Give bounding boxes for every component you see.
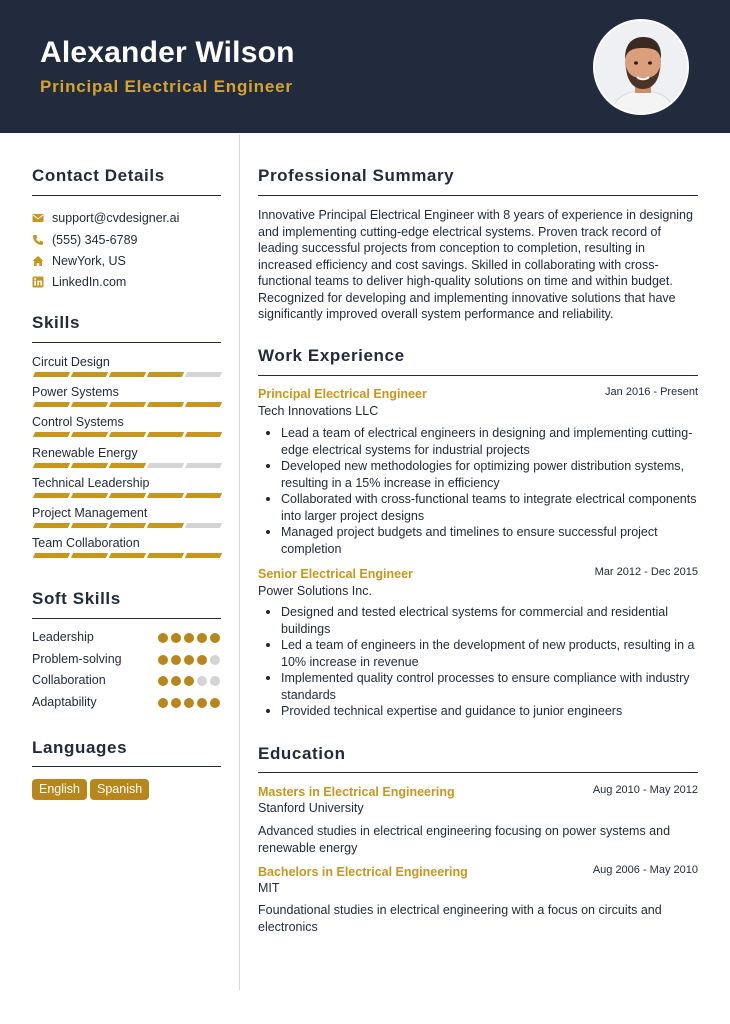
column-divider [239, 134, 240, 990]
contact-location [32, 252, 126, 270]
skill-item [32, 536, 220, 550]
email-icon [32, 212, 44, 224]
soft-skill-rating [158, 655, 220, 665]
soft-skill-item [32, 630, 220, 646]
list-item: Lead a team of electrical engineers in designing and implementing cutting-edge electrical systems for industrial projects [258, 425, 698, 458]
rating-dot-filled [210, 698, 220, 708]
skill-bar-filled [33, 523, 70, 528]
rating-dot-filled [171, 698, 181, 708]
home-icon [32, 255, 44, 267]
rating-dot-filled [197, 633, 207, 643]
rating-dot-empty [210, 655, 220, 665]
job-bullets [258, 604, 698, 720]
list-item: Designed and tested electrical systems for commercial and residential buildings [258, 604, 698, 637]
skill-name: Control Systems [32, 415, 124, 430]
degree-dates: Aug 2010 - May 2012 [592, 784, 698, 796]
list-item: Implemented quality control processes to ensure compliance with industry standards [258, 670, 698, 703]
skill-bar-filled [33, 432, 70, 437]
skill-level-bar [32, 372, 220, 377]
skill-name: Power Systems [32, 385, 119, 400]
skill-bar-filled [33, 493, 70, 498]
resume-header [0, 0, 730, 133]
skill-bar-filled [109, 553, 146, 558]
skill-bar-filled [147, 493, 184, 498]
job-bullets [258, 425, 698, 557]
skill-level-bar [32, 402, 220, 407]
skill-bar-filled [33, 372, 70, 377]
skill-item [32, 355, 220, 369]
skill-bar-filled [71, 372, 108, 377]
skill-item [32, 446, 220, 460]
candidate-title: Principal Electrical Engineer [40, 77, 293, 96]
skill-name: Technical Leadership [32, 475, 150, 490]
candidate-name: Alexander Wilson [40, 36, 295, 69]
rating-dot-filled [158, 698, 168, 708]
soft-skill-item [32, 673, 220, 689]
language-badge: English [32, 779, 87, 800]
job-title: Senior Electrical Engineer [258, 567, 413, 581]
rating-dot-filled [184, 655, 194, 665]
list-item: Managed project budgets and timelines to ensure successful project completion [258, 524, 698, 557]
skill-name: Team Collaboration [32, 536, 140, 551]
portrait-photo-icon [595, 21, 689, 115]
skill-bar-filled [71, 432, 108, 437]
rating-dot-filled [197, 655, 207, 665]
contact-phone[interactable] [32, 231, 137, 249]
rating-dot-filled [184, 676, 194, 686]
job-company: Power Solutions Inc. [258, 584, 372, 598]
contact-linkedin-text: LinkedIn.com [52, 275, 127, 289]
soft-skill-name: Problem-solving [32, 651, 122, 666]
school-name: MIT [258, 881, 280, 895]
skill-bar-filled [185, 553, 222, 558]
languages-heading: Languages [32, 738, 128, 757]
skill-bar-filled [147, 553, 184, 558]
soft-skill-item [32, 652, 220, 668]
rating-dot-filled [158, 655, 168, 665]
experience-heading: Work Experience [258, 346, 405, 365]
skill-bar-filled [185, 432, 222, 437]
skill-bar-filled [147, 523, 184, 528]
skill-bar-filled [71, 553, 108, 558]
soft-skill-item [32, 695, 220, 711]
linkedin-icon [32, 276, 44, 288]
rating-dot-filled [171, 676, 181, 686]
skill-level-bar [32, 493, 220, 498]
skill-name: Circuit Design [32, 355, 110, 369]
skill-level-bar [32, 523, 220, 528]
rating-dot-filled [158, 633, 168, 643]
soft-skill-rating [158, 676, 220, 686]
contact-heading: Contact Details [32, 166, 165, 185]
skill-item [32, 506, 220, 520]
skill-bar-filled [185, 402, 222, 407]
rating-dot-filled [171, 633, 181, 643]
rating-dot-filled [184, 633, 194, 643]
skill-level-bar [32, 432, 220, 437]
school-name: Stanford University [258, 801, 364, 815]
contact-email-text: support@cvdesigner.ai [52, 211, 180, 225]
job-dates: Jan 2016 - Present [605, 386, 698, 398]
skills-rule [32, 342, 221, 343]
soft-skill-name: Leadership [32, 630, 94, 644]
list-item: Provided technical expertise and guidance to junior engineers [258, 703, 698, 720]
skill-bar-filled [109, 432, 146, 437]
skill-bar-filled [109, 493, 146, 498]
rating-dot-empty [197, 676, 207, 686]
list-item: Developed new methodologies for optimizing power distribution systems, resulting in a 15% increase in efficiency [258, 458, 698, 491]
summary-heading: Professional Summary [258, 166, 455, 185]
skill-item [32, 415, 220, 429]
skill-bar-filled [109, 402, 146, 407]
soft-skill-name: Collaboration [32, 673, 106, 687]
skill-bar-filled [147, 372, 184, 377]
skill-bar-filled [147, 432, 184, 437]
skill-bar-filled [71, 463, 108, 468]
skill-bar-filled [109, 523, 146, 528]
summary-rule [258, 195, 698, 196]
skill-level-bar [32, 463, 220, 468]
soft-skill-name: Adaptability [32, 694, 97, 709]
skill-bar-filled [33, 553, 70, 558]
skill-bar-filled [71, 493, 108, 498]
education-rule [258, 772, 698, 773]
contact-email[interactable] [32, 209, 179, 227]
contact-phone-text: (555) 345-6789 [52, 233, 138, 247]
skills-heading: Skills [32, 313, 81, 332]
degree-description: Foundational studies in electrical engineering with a focus on circuits and electronics [258, 903, 662, 934]
skill-bar-filled [185, 493, 222, 498]
skill-bar-empty [147, 463, 184, 468]
skill-bar-empty [185, 523, 222, 528]
skill-bar-empty [185, 463, 222, 468]
phone-icon [32, 234, 44, 246]
skill-bar-filled [71, 523, 108, 528]
skill-bar-filled [33, 463, 70, 468]
rating-dot-filled [210, 633, 220, 643]
skill-item [32, 385, 220, 399]
degree-title: Bachelors in Electrical Engineering [258, 865, 468, 879]
skill-name: Project Management [32, 506, 148, 520]
contact-rule [32, 195, 221, 196]
rating-dot-filled [184, 698, 194, 708]
experience-rule [258, 375, 698, 376]
skill-bar-filled [109, 372, 146, 377]
rating-dot-filled [158, 676, 168, 686]
soft-skill-rating [158, 698, 220, 708]
job-company: Tech Innovations LLC [258, 404, 379, 418]
list-item: Collaborated with cross-functional teams to integrate electrical components into larger project designs [258, 491, 698, 524]
degree-title: Masters in Electrical Engineering [258, 785, 455, 799]
soft-skill-rating [158, 633, 220, 643]
skill-level-bar [32, 553, 220, 558]
language-badge: Spanish [90, 779, 149, 800]
job-dates: Mar 2012 - Dec 2015 [594, 566, 698, 578]
languages-rule [32, 766, 221, 767]
rating-dot-empty [210, 676, 220, 686]
degree-dates: Aug 2006 - May 2010 [592, 864, 698, 876]
summary-text: Innovative Principal Electrical Engineer with 8 years of experience in designing and implementing cutting-edge electrical systems. Proven track record of leading successful projects from conception to completion, resulting in increased efficiency and cost savings. Skilled in collaborating with cross-functional teams to deliver high-quality solutions on time and within budget. Recognized for developing and implementing innovative solutions that have significantly improved overall system performance and reliability. [258, 208, 693, 321]
skill-bar-filled [109, 463, 146, 468]
skill-bar-filled [33, 402, 70, 407]
skill-bar-filled [147, 402, 184, 407]
degree-description: Advanced studies in electrical engineering focusing on power systems and renewable energy [258, 824, 671, 855]
list-item: Led a team of engineers in the development of new products, resulting in a 10% increase in revenue [258, 637, 698, 670]
skill-name: Renewable Energy [32, 445, 138, 460]
soft-skills-rule [32, 618, 221, 619]
contact-location-text: NewYork, US [52, 254, 126, 268]
rating-dot-filled [197, 698, 207, 708]
skill-item [32, 476, 220, 490]
contact-linkedin[interactable] [32, 273, 126, 291]
skill-bar-empty [185, 372, 222, 377]
education-heading: Education [258, 744, 346, 763]
profile-photo [593, 19, 689, 115]
job-title: Principal Electrical Engineer [258, 387, 427, 401]
soft-skills-heading: Soft Skills [32, 589, 121, 608]
rating-dot-filled [171, 655, 181, 665]
skill-bar-filled [71, 402, 108, 407]
